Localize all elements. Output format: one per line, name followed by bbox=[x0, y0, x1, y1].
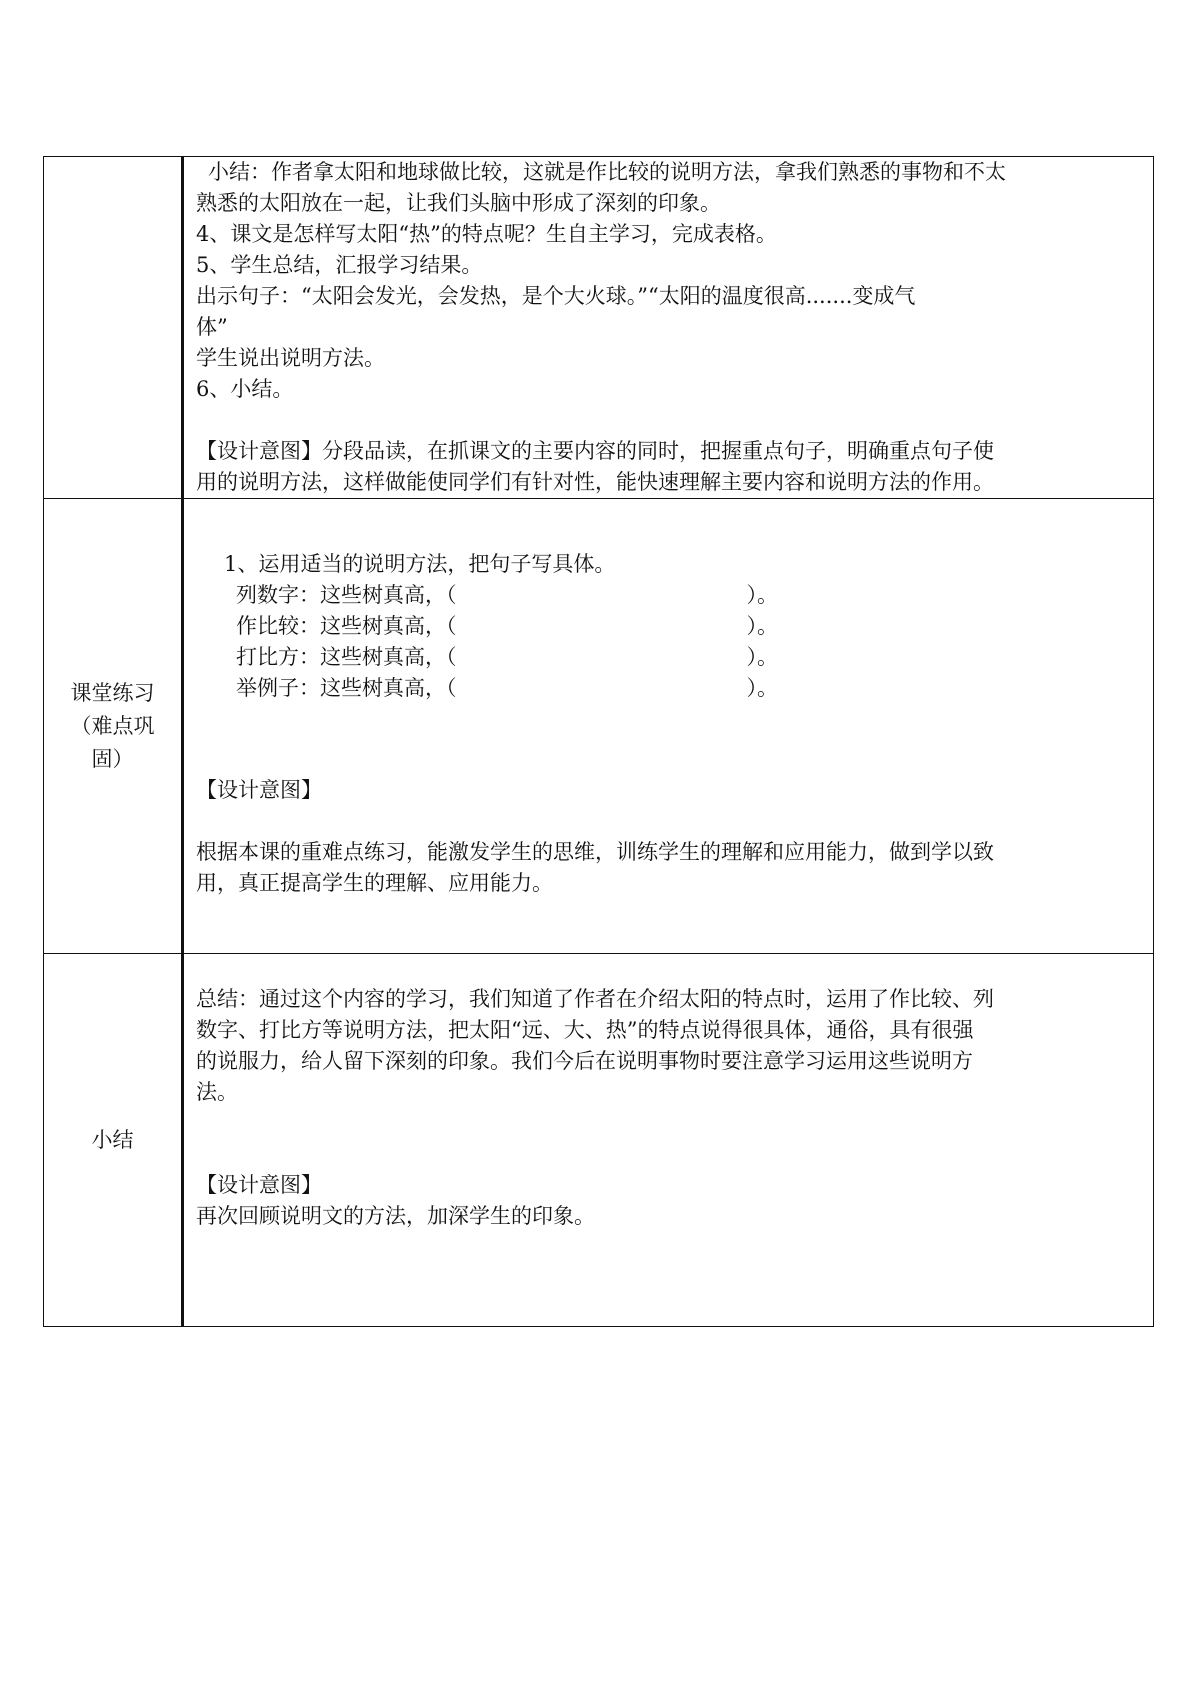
step-6-line: 6、小结。 bbox=[196, 377, 294, 401]
exercise-end: ）。 bbox=[746, 676, 778, 700]
summary-paragraph-line-3: 的说服力，给人留下深刻的印象。我们今后在说明事物时要注意学习运用这些说明方 bbox=[196, 1049, 973, 1073]
summary-paragraph-line-1: 总结：通过这个内容的学习，我们知道了作者在介绍太阳的特点时，运用了作比较、列 bbox=[196, 987, 994, 1011]
spacer bbox=[196, 806, 1141, 837]
exercise-end: ）。 bbox=[746, 645, 778, 669]
lesson-plan-table bbox=[43, 156, 1154, 1327]
summary-paragraph-line-2: 数字、打比方等说明方法，把太阳“远、大、热”的特点说得很具体，通俗，具有很强 bbox=[196, 1018, 974, 1042]
table-row-summary bbox=[44, 954, 1154, 1327]
exercise-method: 列数字：这些树真高，（ bbox=[236, 583, 457, 607]
summary-label: 小结 bbox=[91, 1127, 134, 1152]
spacer bbox=[196, 704, 1141, 744]
quote-line-2: 体” bbox=[196, 315, 228, 339]
exercise-item bbox=[196, 580, 1141, 611]
row-label-summary bbox=[44, 954, 183, 1327]
table-row-classroom-practice bbox=[44, 499, 1154, 954]
practice-label-line-2: （难点巩 bbox=[70, 713, 155, 738]
design-intent-line-1: 根据本课的重难点练习，能激发学生的思维，训练学生的理解和应用能力，做到学以致 bbox=[196, 840, 994, 864]
summary-paragraph-line-4: 法。 bbox=[196, 1080, 238, 1104]
exercise-item bbox=[196, 611, 1141, 642]
practice-label-line-3: 固） bbox=[91, 746, 134, 771]
exercise-method: 作比较：这些树真高，（ bbox=[236, 614, 457, 638]
exercise-method: 打比方：这些树真高，（ bbox=[236, 645, 457, 669]
spacer bbox=[196, 744, 1141, 775]
design-intent-title: 【设计意图】 bbox=[196, 1173, 322, 1197]
step-4-line: 4、课文是怎样写太阳“热”的特点呢？生自主学习，完成表格。 bbox=[196, 222, 777, 246]
spacer bbox=[196, 405, 1141, 436]
row3-content-cell bbox=[183, 954, 1154, 1327]
exercise-end: ）。 bbox=[746, 583, 778, 607]
practice-label-line-1: 课堂练习 bbox=[70, 680, 155, 705]
method-line: 学生说出说明方法。 bbox=[196, 346, 385, 370]
exercise-method: 举例子：这些树真高，（ bbox=[236, 676, 457, 700]
row1-content-cell bbox=[183, 157, 1154, 499]
spacer bbox=[196, 1108, 1141, 1139]
exercise-title: 1、运用适当的说明方法，把句子写具体。 bbox=[224, 552, 616, 576]
summary-line-2: 熟悉的太阳放在一起，让我们头脑中形成了深刻的印象。 bbox=[196, 191, 721, 215]
row2-content-cell bbox=[183, 499, 1154, 954]
exercise-end: ）。 bbox=[746, 614, 778, 638]
design-intent-title: 【设计意图】 bbox=[196, 778, 322, 802]
spacer bbox=[196, 1139, 1141, 1170]
design-intent-line-1: 再次回顾说明文的方法，加深学生的印象。 bbox=[196, 1204, 595, 1228]
exercise-item bbox=[196, 642, 1141, 673]
design-intent-line-2: 用的说明方法，这样做能使同学们有针对性，能快速理解主要内容和说明方法的作用。 bbox=[196, 470, 994, 494]
exercise-item bbox=[196, 673, 1141, 704]
design-intent-line-1: 【设计意图】分段品读，在抓课文的主要内容的同时，把握重点句子，明确重点句子使 bbox=[196, 439, 994, 463]
table-row-teaching-process bbox=[44, 157, 1154, 499]
row-label-empty bbox=[44, 157, 183, 499]
row-label-classroom-practice bbox=[44, 499, 183, 954]
summary-line-1: 小结：作者拿太阳和地球做比较，这就是作比较的说明方法，拿我们熟悉的事物和不太 bbox=[208, 160, 1006, 184]
quote-line-1: 出示句子：“太阳会发光，会发热，是个大火球。”“太阳的温度很高.......变成气 bbox=[196, 284, 916, 308]
step-5-line: 5、学生总结，汇报学习结果。 bbox=[196, 253, 483, 277]
design-intent-line-2: 用，真正提高学生的理解、应用能力。 bbox=[196, 871, 553, 895]
